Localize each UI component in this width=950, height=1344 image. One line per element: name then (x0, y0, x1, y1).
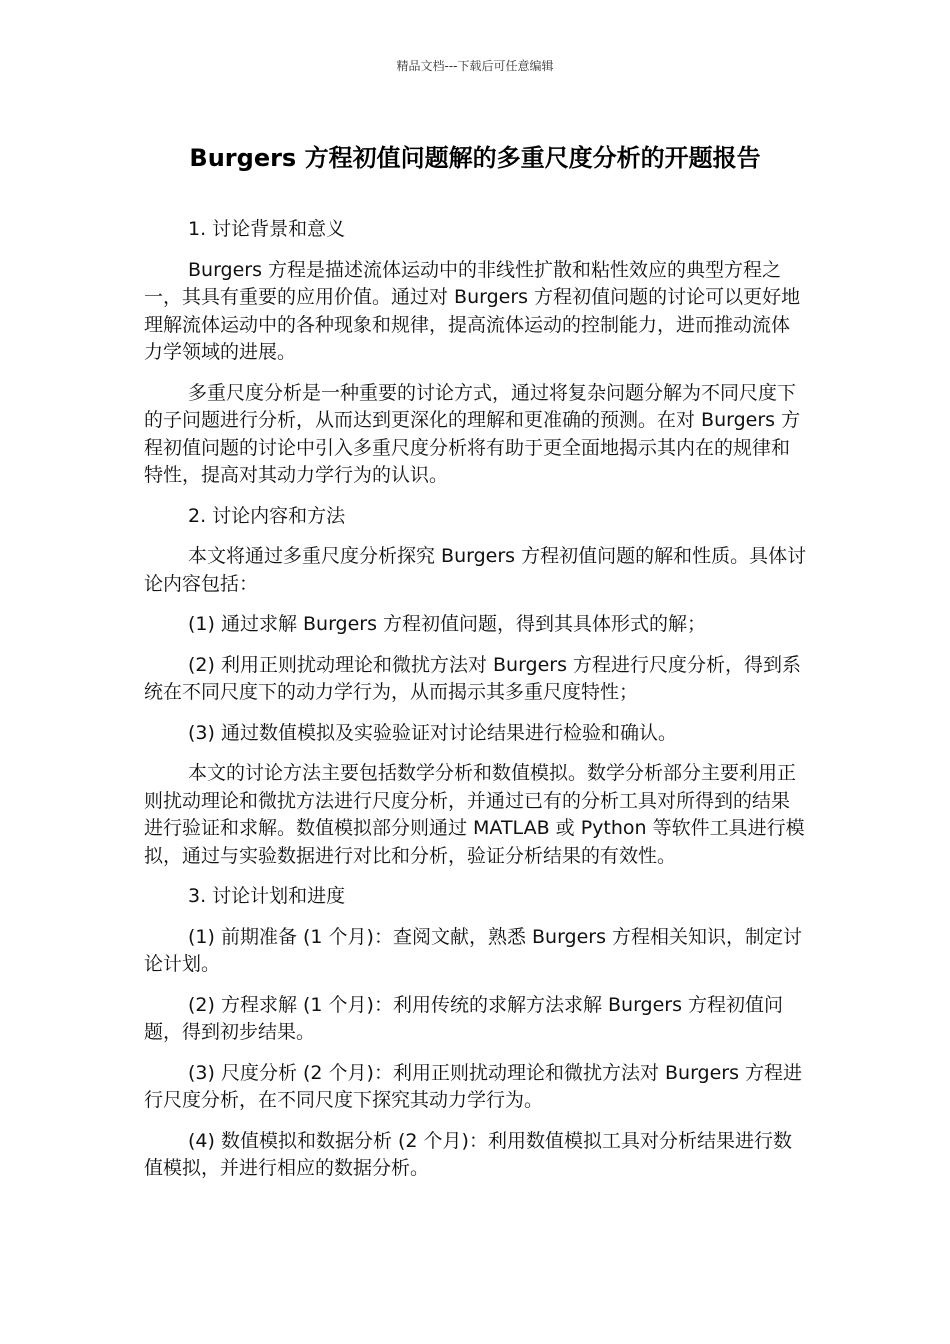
list-item: (2) 方程求解 (1 个月)：利用传统的求解方法求解 Burgers 方程初值问题，得到初步结果。 (144, 993, 784, 1043)
list-item: (2) 利用正则扰动理论和微扰方法对 Burgers 方程进行尺度分析，得到系统在不同尺度下的动力学行为，从而揭示其多重尺度特性； (144, 653, 802, 703)
document-body (144, 216, 808, 1196)
paragraph: 本文将通过多重尺度分析探究 Burgers 方程初值问题的解和性质。具体讨论内容包括： (144, 545, 807, 595)
document-title: Burgers 方程初值问题解的多重尺度分析的开题报告 (189, 144, 761, 172)
list-item: (3) 通过数值模拟及实验验证对讨论结果进行检验和确认。 (188, 721, 677, 744)
section-heading: 1. 讨论背景和意义 (188, 218, 346, 240)
paragraph: 多重尺度分析是一种重要的讨论方式，通过将复杂问题分解为不同尺度下的子问题进行分析，从而达到更深化的理解和更准确的预测。在对 Burgers 方程初值问题的讨论中引入多重尺度分析将有助于更全面地揭示其内在的规律和特性，提高对其动力学行为的认识。 (144, 381, 801, 486)
list-item: (1) 通过求解 Burgers 方程初值问题，得到其具体形式的解； (188, 613, 707, 635)
list-item: (1) 前期准备 (1 个月)：查阅文献，熟悉 Burgers 方程相关知识，制定讨论计划。 (144, 925, 803, 975)
list-item: (4) 数值模拟和数据分析 (2 个月)：利用数值模拟工具对分析结果进行数值模拟，并进行相应的数据分析。 (144, 1129, 792, 1179)
list-item: (3) 尺度分析 (2 个月)：利用正则扰动理论和微扰方法对 Burgers 方程进行尺度分析，在不同尺度下探究其动力学行为。 (144, 1061, 803, 1111)
paragraph: Burgers 方程是描述流体运动中的非线性扩散和粘性效应的典型方程之一，其具有重要的应用价值。通过对 Burgers 方程初值问题的讨论可以更好地理解流体运动中的各种现象和规律，提高流体运动的控制能力，进而推动流体力学领域的进展。 (144, 258, 801, 363)
header-note: 精品文档---下载后可任意编辑 (396, 59, 554, 73)
section-heading: 2. 讨论内容和方法 (188, 504, 346, 527)
paragraph: 本文的讨论方法主要包括数学分析和数值模拟。数学分析部分主要利用正则扰动理论和微扰方法进行尺度分析，并通过已有的分析工具对所得到的结果进行验证和求解。数值模拟部分则通过 MATLAB 或 Python 等软件工具进行模拟，通过与实验数据进行对比和分析，验证分析结果的有效性。 (144, 762, 805, 867)
section-heading: 3. 讨论计划和进度 (188, 885, 346, 907)
